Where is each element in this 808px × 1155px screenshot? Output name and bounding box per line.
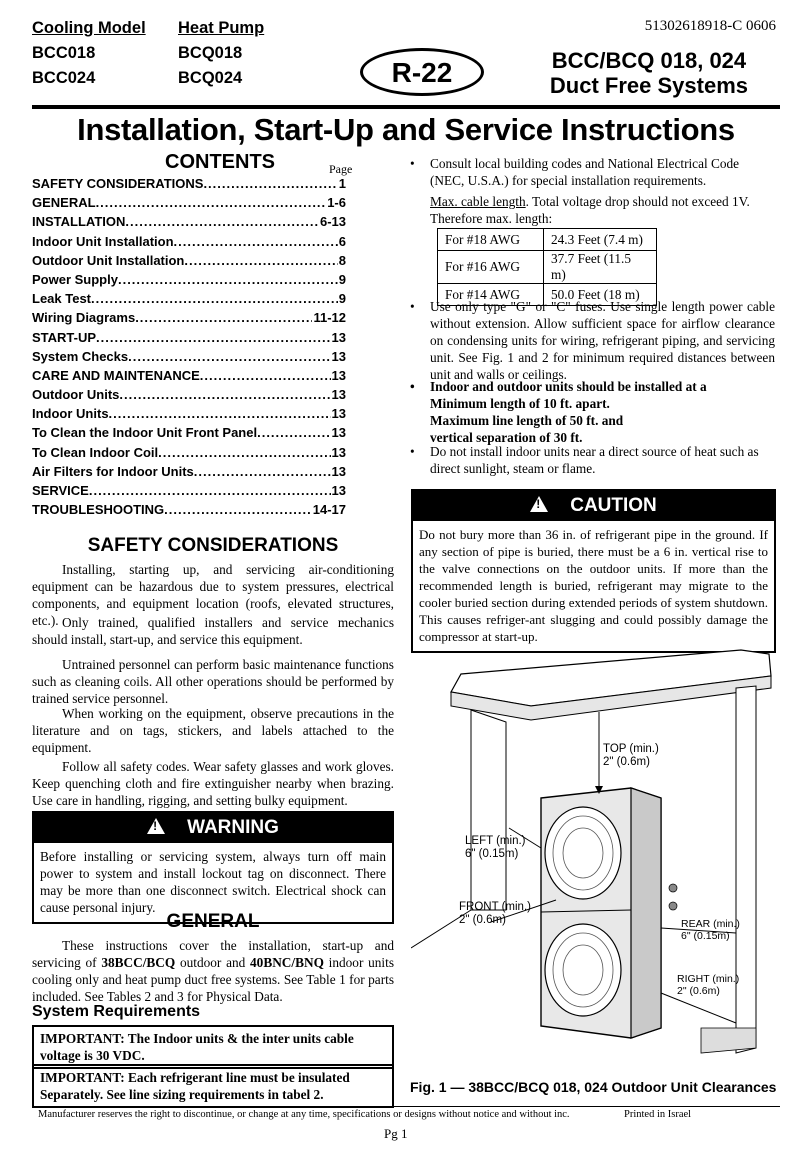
table-cell: 24.3 Feet (7.4 m) bbox=[544, 229, 657, 251]
warning-triangle-icon bbox=[147, 818, 165, 834]
bullet-dot: • bbox=[410, 444, 415, 459]
back-wall-left bbox=[471, 710, 506, 910]
toc-item bbox=[32, 445, 346, 464]
toc-item-page: 13 bbox=[331, 463, 346, 479]
safety-paragraph-5: Follow all safety codes. Wear safety glasses and work gloves. Keep quenching cloth and fire extinguisher nearby when brazing. Use care in handling, rigging, and setting bulky equipment. bbox=[32, 759, 394, 808]
caution-triangle-icon bbox=[530, 496, 548, 512]
toc-leader-dots bbox=[158, 445, 330, 460]
toc-item bbox=[32, 406, 346, 425]
toc-item bbox=[32, 310, 346, 329]
toc-item bbox=[32, 291, 346, 310]
unit-separation-line-4: vertical separation of 30 ft. bbox=[430, 430, 583, 445]
table-cell: For #18 AWG bbox=[438, 229, 544, 251]
rear-clearance-label: REAR (min.) bbox=[681, 918, 740, 930]
toc-item-page: 6-13 bbox=[319, 214, 346, 230]
table-row bbox=[438, 251, 657, 284]
heat-pump-model-1: BCQ018 bbox=[178, 44, 243, 62]
max-cable-length-note bbox=[430, 193, 775, 227]
right-clearance-arrow bbox=[661, 993, 736, 1023]
toc-item-label: INSTALLATION bbox=[32, 214, 126, 230]
warning-text: Before installing or servicing system, always turn off main power to system and install lockout tag on disconnect. There may be more than one disconnect switch. Electrical shock can cause personal injury. bbox=[40, 849, 386, 915]
warning-box bbox=[32, 811, 394, 924]
safety-heading: SAFETY CONSIDERATIONS bbox=[87, 535, 339, 556]
toc-item-page: 1-6 bbox=[327, 195, 346, 211]
toc-item bbox=[32, 272, 346, 291]
page-title: Installation, Start-Up and Service Instructions bbox=[77, 112, 735, 147]
general-paragraph bbox=[32, 937, 394, 1005]
general-text-3: indoor units cooling only and heat pump duct free systems. See Table 1 for parts included. See Tables 2 and 3 for Physical Data. bbox=[32, 955, 394, 1004]
toc-item-page: 9 bbox=[338, 271, 346, 287]
toc-item-page: 13 bbox=[331, 444, 346, 460]
toc-item-label: Air Filters for Indoor Units bbox=[32, 463, 194, 479]
toc-leader-dots bbox=[203, 176, 337, 191]
bullet-building-codes bbox=[410, 155, 775, 189]
toc-item-page: 13 bbox=[331, 329, 346, 345]
toc-item-label: Outdoor Unit Installation bbox=[32, 252, 185, 268]
bullet-dot: • bbox=[410, 156, 415, 171]
heat-pump-block bbox=[178, 16, 264, 91]
header-rule bbox=[32, 105, 780, 109]
toc-leader-dots bbox=[200, 368, 331, 383]
toc-item bbox=[32, 387, 346, 406]
bullet-dot: • bbox=[410, 379, 415, 394]
caution-box bbox=[411, 489, 776, 653]
document-number: 51302618918-C 0606 bbox=[644, 18, 776, 34]
bullet-building-codes-text: Consult local building codes and National Electrical Code (NEC, U.S.A.) for special installation requirements. bbox=[430, 156, 740, 188]
toc-leader-dots bbox=[128, 349, 330, 364]
toc-item-page: 13 bbox=[331, 367, 346, 383]
toc-item bbox=[32, 330, 346, 349]
cable-length-table bbox=[437, 228, 657, 306]
toc-item-label: CARE AND MAINTENANCE bbox=[32, 367, 200, 383]
footer-printed: Printed in Israel bbox=[624, 1109, 692, 1120]
unit-separation-line-2: Minimum length of 10 ft. apart. bbox=[430, 396, 610, 411]
toc-item-label: Leak Test bbox=[32, 291, 92, 307]
toc-item-page: 1 bbox=[338, 176, 346, 191]
table-row bbox=[438, 229, 657, 251]
valve-icon bbox=[669, 902, 677, 910]
figure-caption: Fig. 1 — 38BCC/BCQ 018, 024 Outdoor Unit Clearances bbox=[410, 1079, 777, 1095]
general-bold-outdoor: 38BCC/BCQ bbox=[101, 955, 176, 970]
bullet-unit-separation bbox=[410, 378, 775, 446]
toc-leader-dots bbox=[194, 464, 331, 479]
page-number: Pg 1 bbox=[384, 1126, 408, 1141]
toc-item-page: 13 bbox=[331, 483, 346, 498]
bullet-fuses-text: Use only type "G" or "C" fuses. Use single length power cable without extension. Allow sufficient space for airflow clearance on condensing units for wiring, refrigerant piping, and servicing unit. See Fig. 1 and 2 for minimum required distances between unit and walls or ceilings. bbox=[430, 299, 775, 382]
upper-fan-icon bbox=[545, 807, 621, 899]
product-title-line1: BCC/BCQ 018, 024 bbox=[551, 48, 747, 73]
toc-leader-dots bbox=[89, 483, 331, 498]
rear-clearance-value: 6" (0.15m) bbox=[681, 930, 730, 942]
toc-item-label: TROUBLESHOOTING bbox=[32, 502, 165, 518]
bullet-dot: • bbox=[410, 299, 415, 314]
toc-item-page: 11-12 bbox=[313, 310, 346, 326]
safety-paragraph-3: Untrained personnel can perform basic maintenance functions such as cleaning coils. All other operations should be performed by trained service personnel. bbox=[32, 657, 394, 706]
contents-page-label: Page bbox=[329, 162, 353, 176]
toc-item bbox=[32, 368, 346, 387]
left-clearance-value: 6" (0.15m) bbox=[465, 848, 519, 860]
toc-item-page: 9 bbox=[338, 291, 346, 307]
safety-paragraph-1: Installing, starting up, and servicing air-conditioning equipment can be hazardous due to system pressures, electrical components, and equipment location (roofs, elevated structures, etc.). bbox=[32, 562, 394, 628]
heat-pump-model-2: BCQ024 bbox=[178, 69, 243, 87]
table-cell: For #14 AWG bbox=[438, 284, 544, 306]
toc-item-label: To Clean Indoor Coil bbox=[32, 444, 159, 460]
toc-item-label: GENERAL bbox=[32, 195, 96, 211]
toc-item-page: 8 bbox=[338, 252, 346, 268]
outdoor-unit-clearance-figure bbox=[411, 648, 781, 1076]
general-heading: GENERAL bbox=[166, 911, 260, 932]
caution-text: Do not bury more than 36 in. of refrigerant pipe in the ground. If any section of pipe is buried, there must be a 6 in. vertical rise to the valve connections on the outdoor units. If more than the recommended length is buried, refrigerant may migrate to the cooler buried section during extended periods of system shutdown. This causes refriger-ant slugging and could possibly damage the compressor at start-up. bbox=[419, 527, 768, 644]
footer-rule bbox=[32, 1106, 780, 1107]
toc-leader-dots bbox=[257, 425, 330, 440]
toc-item-page: 13 bbox=[331, 387, 346, 403]
important-note-2: IMPORTANT: Each refrigerant line must be insulated Separately. See line sizing requirements in tabel 2. bbox=[32, 1064, 394, 1108]
top-clearance-label: TOP (min.) bbox=[603, 743, 659, 755]
right-clearance-label: RIGHT (min.) bbox=[677, 973, 740, 985]
toc-leader-dots bbox=[125, 214, 319, 229]
footer-disclaimer: Manufacturer reserves the right to discontinue, or change at any time, specifications or designs without notice and without inc. bbox=[38, 1109, 570, 1120]
product-title bbox=[550, 48, 748, 98]
valve-icon bbox=[669, 884, 677, 892]
toc-item-label: Indoor Units bbox=[32, 406, 109, 422]
toc-item bbox=[32, 349, 346, 368]
toc-leader-dots bbox=[135, 310, 312, 325]
toc-item-label: System Checks bbox=[32, 348, 129, 364]
toc-item-label: Indoor Unit Installation bbox=[32, 233, 174, 249]
general-text-2: outdoor and bbox=[175, 955, 251, 970]
toc-leader-dots bbox=[118, 272, 338, 287]
cooling-model-1: BCC018 bbox=[32, 44, 96, 62]
caution-header bbox=[413, 491, 774, 521]
toc-item bbox=[32, 253, 346, 272]
contents-heading: CONTENTS bbox=[165, 151, 275, 173]
toc-item bbox=[32, 176, 346, 195]
important-note-1: IMPORTANT: The Indoor units & the inter units cable voltage is 30 VDC. bbox=[32, 1025, 394, 1069]
toc-leader-dots bbox=[96, 195, 327, 210]
table-of-contents bbox=[32, 176, 346, 521]
toc-item bbox=[32, 425, 346, 444]
safety-paragraph-2: Only trained, qualified installers and service mechanics should install, start-up, and service this equipment. bbox=[32, 615, 394, 647]
lower-fan-icon bbox=[545, 924, 621, 1016]
toc-item-page: 13 bbox=[331, 406, 346, 422]
toc-item-label: Outdoor Units bbox=[32, 387, 120, 403]
toc-item bbox=[32, 483, 346, 502]
table-cell: 37.7 Feet (11.5 m) bbox=[544, 251, 657, 284]
right-clearance-value: 2" (0.6m) bbox=[677, 985, 720, 997]
warning-label: WARNING bbox=[187, 817, 279, 838]
refrigerant-badge: R-22 bbox=[360, 48, 484, 96]
toc-item-page: 13 bbox=[331, 348, 346, 364]
right-wall bbox=[736, 686, 756, 1053]
table-cell: For #16 AWG bbox=[438, 251, 544, 284]
toc-item bbox=[32, 234, 346, 253]
toc-item-label: SAFETY CONSIDERATIONS bbox=[32, 176, 204, 191]
max-cable-length-text: . Total voltage drop should not exceed 1V. Therefore max. length: bbox=[430, 194, 750, 226]
system-requirements-heading: System Requirements bbox=[32, 1003, 201, 1020]
toc-leader-dots bbox=[91, 291, 338, 306]
general-bold-indoor: 40BNC/BNQ bbox=[250, 955, 324, 970]
cooling-model-2: BCC024 bbox=[32, 69, 96, 87]
cooling-model-block bbox=[32, 16, 146, 91]
front-clearance-value: 2" (0.6m) bbox=[459, 914, 506, 926]
outdoor-unit-side bbox=[631, 788, 661, 1038]
toc-item bbox=[32, 464, 346, 483]
bullet-fuses bbox=[410, 298, 775, 383]
unit-separation-line-3: Maximum line length of 50 ft. and bbox=[430, 413, 624, 428]
toc-item-page: 6 bbox=[338, 233, 346, 249]
heat-pump-title: Heat Pump bbox=[178, 19, 265, 37]
toc-item-label: To Clean the Indoor Unit Front Panel bbox=[32, 425, 258, 441]
front-clearance-label: FRONT (min.) bbox=[459, 901, 531, 913]
caution-label: CAUTION bbox=[570, 495, 657, 516]
toc-item-page: 13 bbox=[331, 425, 346, 441]
toc-item-label: Power Supply bbox=[32, 271, 118, 287]
toc-item-label: SERVICE bbox=[32, 483, 89, 498]
table-cell: 50.0 Feet (18 m) bbox=[544, 284, 657, 306]
left-clearance-label: LEFT (min.) bbox=[465, 835, 526, 847]
toc-leader-dots bbox=[119, 387, 330, 402]
product-title-line2: Duct Free Systems bbox=[549, 73, 748, 98]
bullet-heat-source-text: Do not install indoor units near a direct source of heat such as direct sunlight, steam or flame. bbox=[430, 444, 759, 476]
toc-leader-dots bbox=[109, 406, 331, 421]
toc-item-page: 14-17 bbox=[312, 502, 346, 518]
toc-item bbox=[32, 502, 346, 521]
toc-leader-dots bbox=[184, 253, 337, 268]
toc-item-label: START-UP bbox=[32, 329, 97, 345]
general-text-1: These instructions cover the installation, start-up and servicing of bbox=[32, 938, 394, 970]
toc-leader-dots bbox=[164, 502, 312, 517]
max-cable-length-label: Max. cable length bbox=[430, 194, 526, 209]
toc-item bbox=[32, 214, 346, 233]
unit-separation-line-1: Indoor and outdoor units should be installed at a bbox=[430, 379, 707, 394]
toc-leader-dots bbox=[174, 234, 338, 249]
bullet-heat-source bbox=[410, 443, 775, 477]
toc-item bbox=[32, 195, 346, 214]
warning-header bbox=[34, 813, 392, 843]
top-clearance-value: 2" (0.6m) bbox=[603, 756, 650, 768]
safety-paragraph-4: When working on the equipment, observe precautions in the literature and on tags, stickers, and labels attached to the equipment. bbox=[32, 706, 394, 755]
cooling-model-title: Cooling Model bbox=[32, 19, 146, 37]
toc-item-label: Wiring Diagrams bbox=[32, 310, 136, 326]
toc-leader-dots bbox=[96, 330, 330, 345]
